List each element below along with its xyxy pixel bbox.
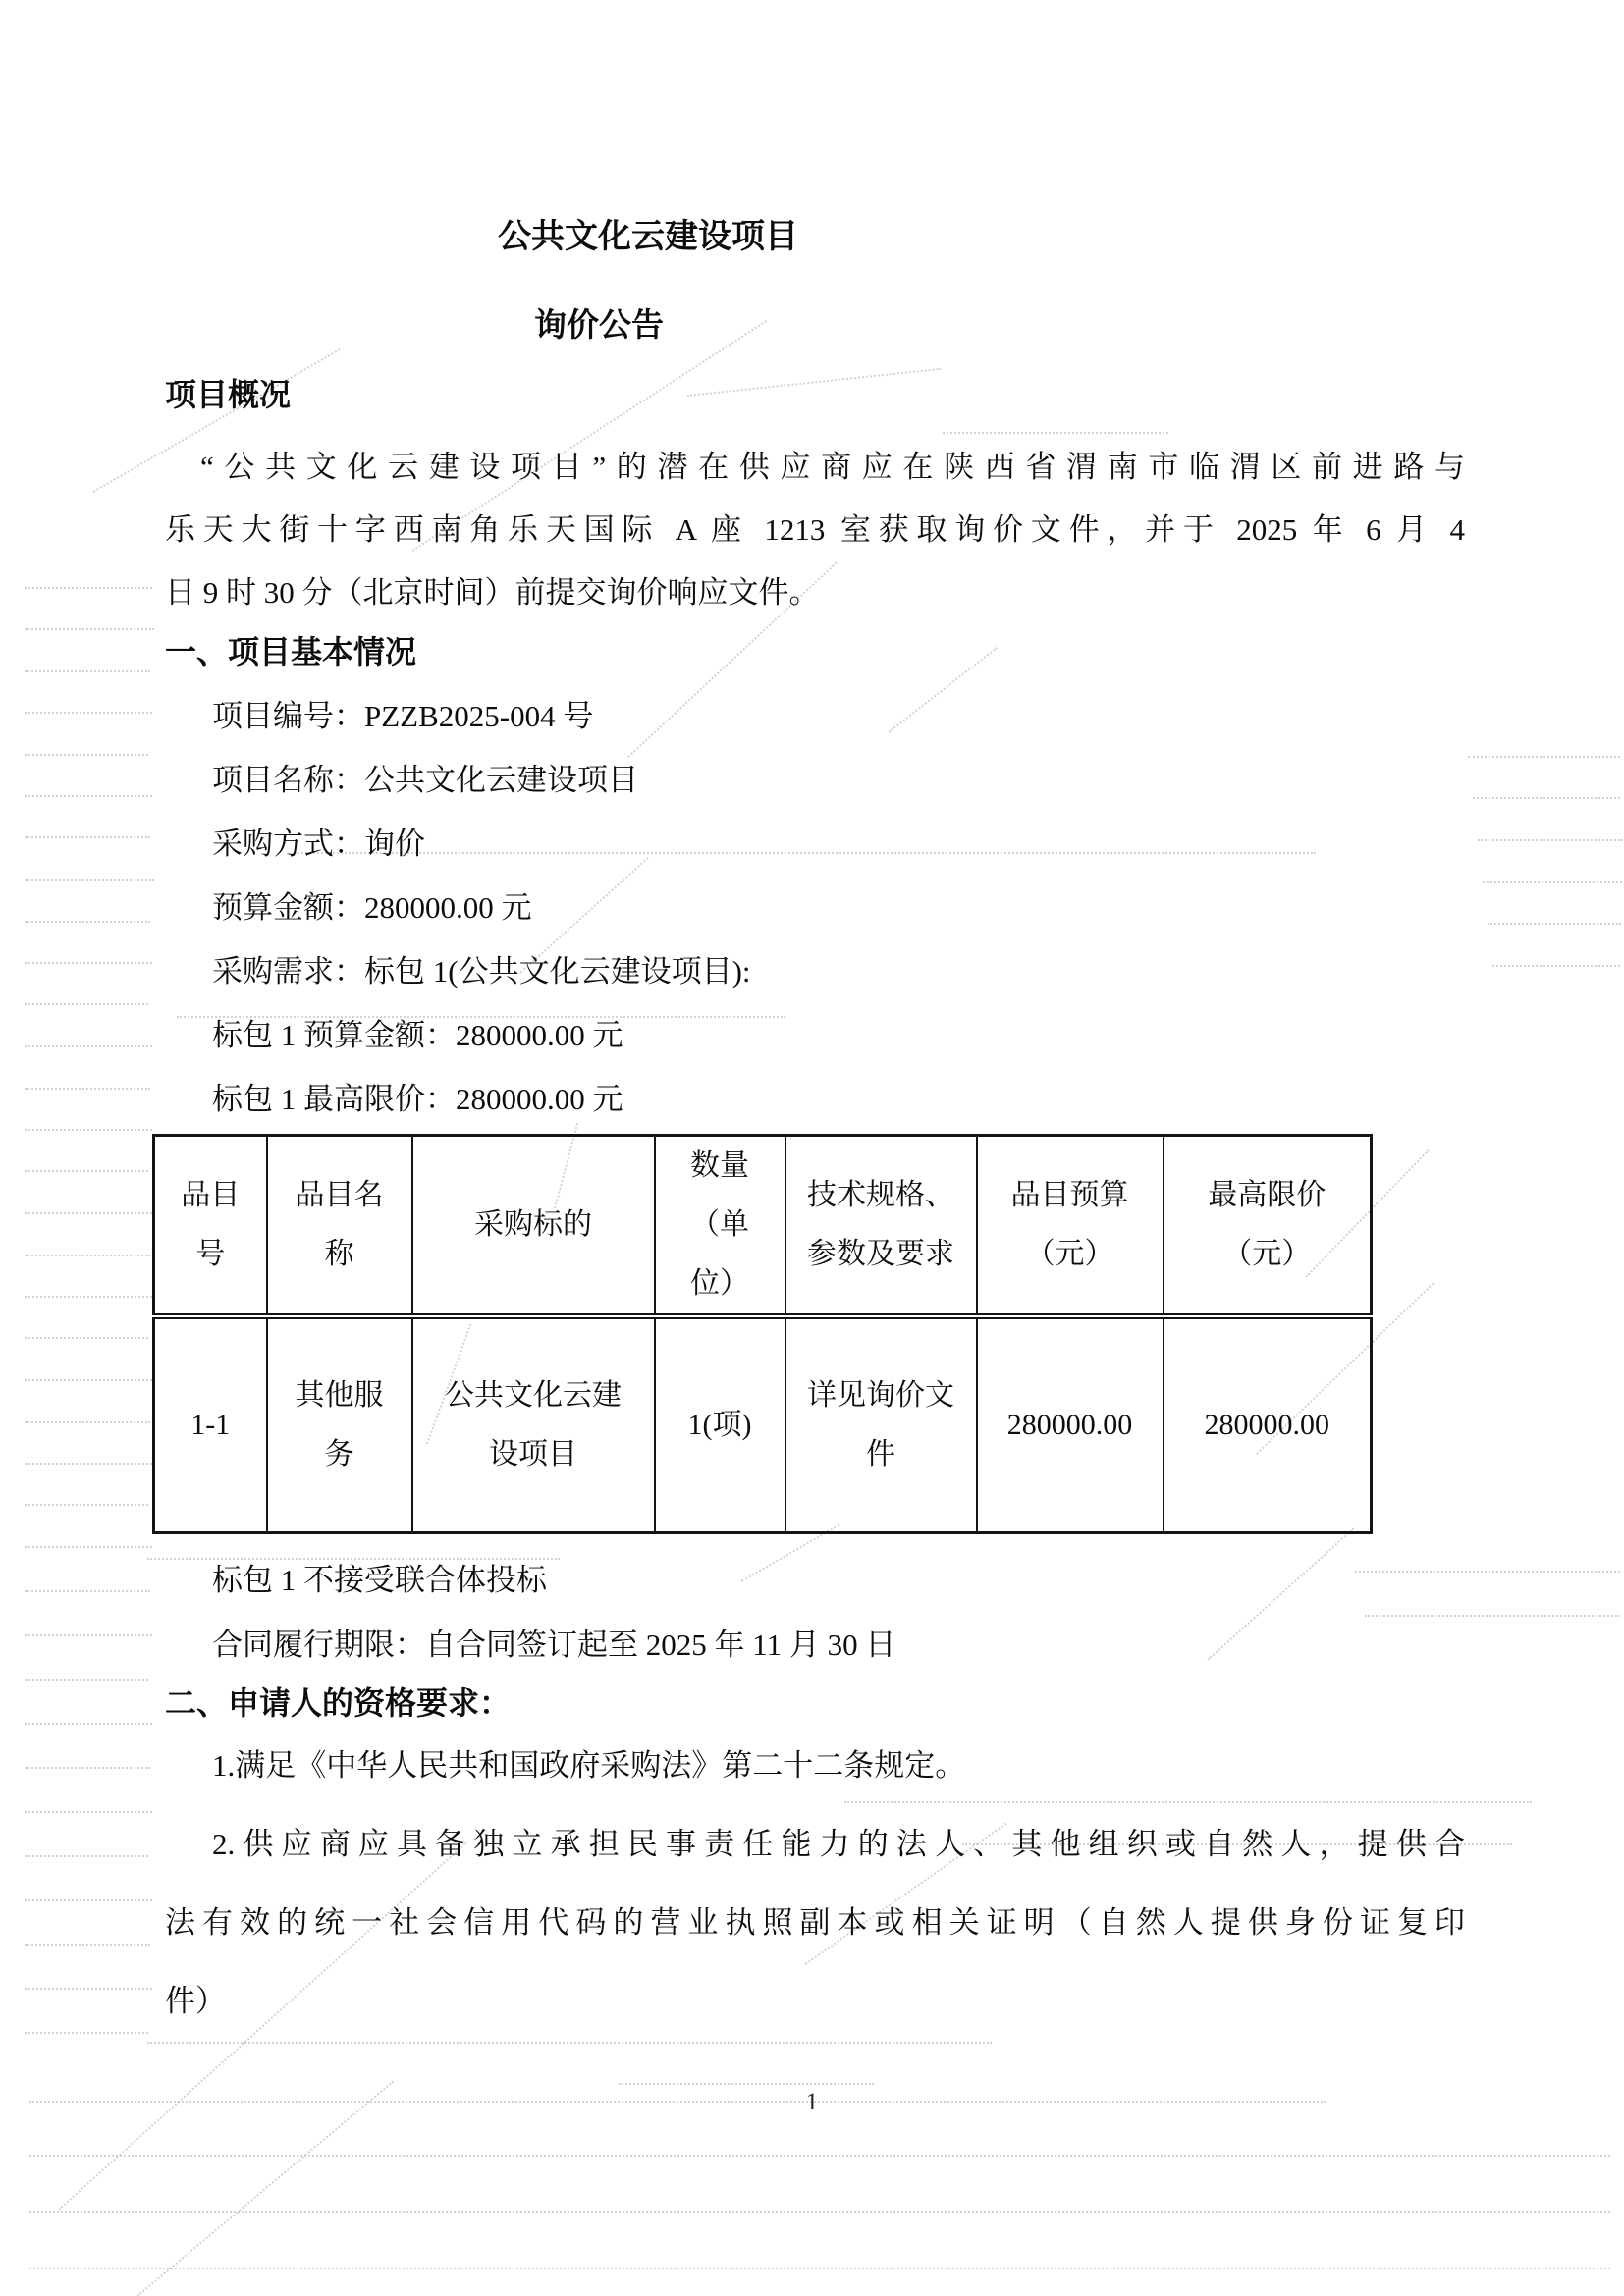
cell-specs: 详见询价文件 xyxy=(785,1316,977,1532)
overview-line: 日 9 时 30 分（北京时间）前提交询价响应文件。 xyxy=(165,575,820,610)
cell-subject: 公共文化云建设项目 xyxy=(412,1316,655,1532)
section1-notes xyxy=(165,1548,1465,1678)
field-procurement-method: 采购方式：询价 xyxy=(212,827,425,861)
requirement-item-2: 2.供应商应具备独立承担民事责任能力的法人、其他组织或自然人，提供合 xyxy=(212,1826,1465,1861)
field-budget-amount: 预算金额：280000.00 元 xyxy=(212,890,532,925)
requirement-item-2-cont: 法有效的统一社会信用代码的营业执照副本或相关证明（自然人提供身份证复印 xyxy=(165,1904,1465,1940)
document-title: 公共文化云建设项目 xyxy=(498,219,798,255)
document-subtitle: 询价公告 xyxy=(534,308,664,344)
cell-item-budget: 280000.00 xyxy=(977,1316,1164,1532)
note-contract-period: 合同履行期限：自合同签订起至 2025 年 11 月 30 日 xyxy=(212,1627,896,1662)
section1-fields xyxy=(165,684,1465,1131)
col-item-budget: 品目预算（元） xyxy=(977,1136,1164,1317)
overview-heading: 项目概况 xyxy=(165,377,292,412)
cell-price-limit: 280000.00 xyxy=(1164,1316,1372,1532)
section1-heading: 一、项目基本情况 xyxy=(165,634,417,669)
requirement-item-1: 1.满足《中华人民共和国政府采购法》第二十二条规定。 xyxy=(212,1747,966,1783)
cell-item-number: 1-1 xyxy=(154,1316,267,1532)
field-project-name: 项目名称：公共文化云建设项目 xyxy=(212,763,638,797)
col-subject: 采购标的 xyxy=(412,1136,655,1317)
overview-paragraph xyxy=(165,436,1465,624)
note-no-consortium: 标包 1 不接受联合体投标 xyxy=(212,1562,547,1597)
col-quantity: 数量（单位） xyxy=(655,1136,785,1317)
document-content xyxy=(165,0,1465,2041)
col-price-limit: 最高限价（元） xyxy=(1164,1136,1372,1317)
items-table xyxy=(152,1134,1373,1534)
col-specs: 技术规格、参数及要求 xyxy=(785,1136,977,1317)
requirement-item-2-cont: 件） xyxy=(165,1983,226,2018)
table-header-row xyxy=(154,1136,1372,1317)
overview-line: 乐天大街十字西南角乐天国际 A 座 1213 室获取询价文件，并于 2025 年 6 月 4 xyxy=(165,512,1465,547)
cell-quantity: 1(项) xyxy=(655,1316,785,1532)
col-item-name: 品目名称 xyxy=(267,1136,412,1317)
col-item-number: 品目号 xyxy=(154,1136,267,1317)
field-lot1-price-limit: 标包 1 最高限价：280000.00 元 xyxy=(212,1082,623,1116)
overview-line: “公共文化云建设项目”的潜在供应商应在陕西省渭南市临渭区前进路与 xyxy=(200,450,1465,484)
field-project-number: 项目编号：PZZB2025-004 号 xyxy=(212,699,594,733)
table-row xyxy=(154,1316,1372,1532)
field-procurement-demand: 采购需求：标包 1(公共文化云建设项目): xyxy=(212,954,751,988)
section2-heading: 二、申请人的资格要求： xyxy=(165,1684,512,1721)
field-lot1-budget: 标包 1 预算金额：280000.00 元 xyxy=(212,1018,623,1052)
cell-item-name: 其他服务 xyxy=(267,1316,412,1532)
section2-requirements xyxy=(165,1727,1465,2041)
page-number: 1 xyxy=(805,2089,819,2115)
